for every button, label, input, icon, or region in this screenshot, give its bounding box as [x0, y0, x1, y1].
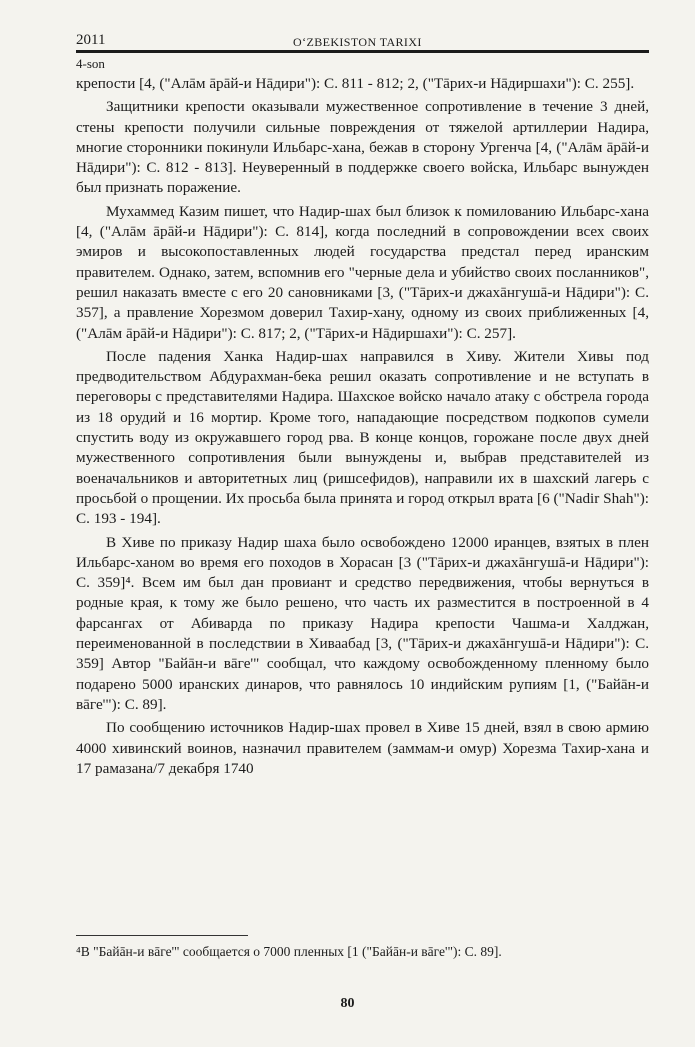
paragraph: Мухаммед Казим пишет, что Надир-шах был близок к помилованию Ильбарс-хана [4, ("Алāм āрāй-и Нāдири"): С. 814], когда последний в сопровождении всех своих эмиров и высокопоставленных людей государства предстал перед иранским правителем. Однако, затем, вспомнив его "черные дела и убийство своих посланников", решил наказать вместе с его 20 сановниками [3, ("Тāрих-и джахāнгушā-и Нāдири"): С. 357], а правление Хорезмом доверил Тахир-хану, одному из своих приближенных [4, ("Алāм āрāй-и Нāдири"): С. 817; 2, ("Тāрих-и Нāдиршахи"): С. 257]. — [76, 202, 649, 342]
page-number: 80 — [340, 996, 355, 1011]
footnote-rule — [76, 935, 248, 936]
running-header — [76, 32, 649, 54]
header-rule — [76, 50, 649, 53]
paragraph: Защитники крепости оказывали мужественное сопротивление в течение 3 дней, стены крепости получили сильные повреждения от тяжелой артиллерии Надира, многие сторонники покинули Ильбарс-хана, бежав в сторону Ургенча [4, ("Алāм āрāй-и Нāдири"): С. 812 - 813]. Неуверенный в поддержке своего войска, Ильбарс вынужден был признать поражение. — [76, 98, 649, 197]
header-journal-title: O‘ZBEKISTON TARIXI — [293, 35, 422, 49]
paragraph: По сообщению источников Надир-шах провел в Хиве 15 дней, взял в свою армию 4000 хивинский воинов, назначил правителем (заммам-и омур) Хорезма Тахир-хана и 17 рамазана/7 декабря 1740 — [76, 719, 649, 777]
header-year: 2011 — [76, 32, 106, 48]
issue-number: 4-son — [76, 56, 105, 71]
footnote: ⁴В "Байāн-и вāге'" сообщается о 7000 пленных [1 ("Байāн-и вāге'"): С. 89]. — [76, 944, 502, 959]
paragraph: В Хиве по приказу Надир шаха было освобождено 12000 иранцев, взятых в плен Ильбарс-ханом во время его походов в Хорасан [3 ("Тāрих-и джахāнгушā-и Нāдири"): С. 359]⁴. Всем им был дан провиант и средство передвижения, чтобы вернуться в родные края, к тому же было решено, что часть их разместится в построенной в 4 фарсангах от Абиварда по приказу Надира крепости Чашма-и Халджан, переименованной в последствии в Хиваабад [3, ("Тāрих-и джахāнгушā-и Нāдири"): С. 359] Автор "Байāн-и вāге'" сообщал, что каждому освобожденному пленному было подарено 5000 иранских динаров, что равнялось 10 индийским рупиям [1, ("Байāн-и вāге'"): С. 89]. — [76, 533, 649, 713]
article-body — [76, 74, 649, 779]
paragraph: крепости [4, ("Алāм āрāй-и Нāдири"): С. 811 - 812; 2, ("Тāрих-и Нāдиршахи"): С. 255]. — [76, 75, 635, 92]
paragraph: После падения Ханка Надир-шах направился в Хиву. Жители Хивы под предводительством Абдурахман-бека решил оказать сопротивление и не вступать в переговоры с представителями Надира. Шахское войско начало атаку с обстрела города из 18 орудий и 16 мортир. Кроме того, нападающие посредством подкопов сумели спустить воду из окружавшего город рва. В конце концов, горожане после двух дней мужественного сопротивления были вынуждены и, выбрав представителей из военачальников и авторитетных лиц (ришсефидов), направили их в шахский лагерь с просьбой о прощении. Их просьба была принята и город открыл врата [6 ("Nadir Shah"): С. 193 - 194]. — [76, 347, 649, 528]
